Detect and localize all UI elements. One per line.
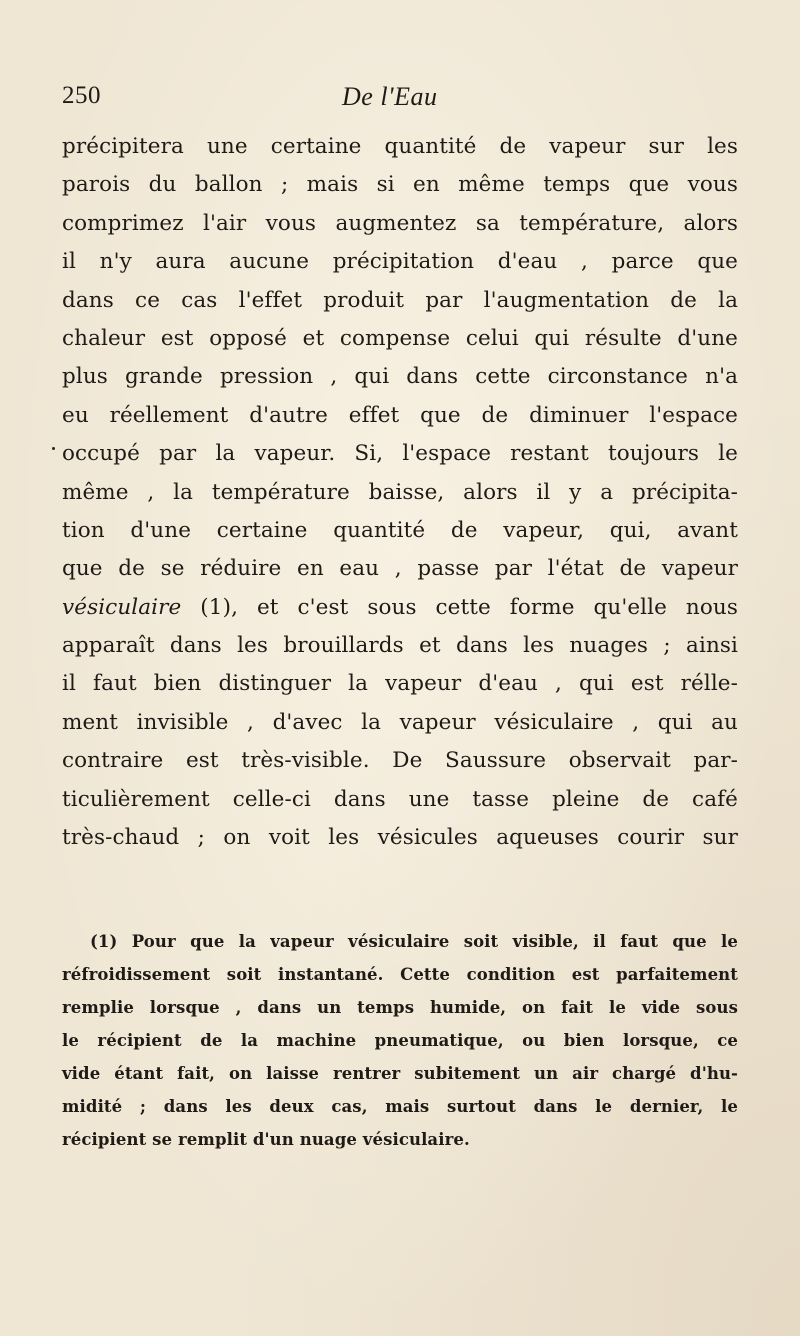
text-line: que de se réduire en eau , passe par l'état de vapeur (62, 556, 738, 582)
text-line: il faut bien distinguer la vapeur d'eau , qui est rélle- (62, 671, 738, 697)
text-line: apparaît dans les brouillards et dans les nuages ; ainsi (62, 633, 738, 659)
body-text (62, 128, 738, 857)
text-line: occupé par la vapeur. Si, l'espace restant toujours le (62, 441, 738, 467)
text-line: tion d'une certaine quantité de vapeur, qui, avant (62, 517, 738, 543)
text-line-with-italic (62, 589, 738, 627)
text-line: précipitera une certaine quantité de vapeur sur les (62, 134, 738, 159)
running-title: De l'Eau (342, 82, 438, 111)
text-line: parois du ballon ; mais si en même temps que vous (62, 172, 738, 198)
footnote (62, 925, 738, 1156)
text-line: même , la température baisse, alors il y a précipita- (62, 479, 738, 505)
text-line: plus grande pression , qui dans cette circonstance n'a (62, 364, 738, 390)
footnote-line: réfroidissement soit instantané. Cette condition est parfaitement (62, 965, 738, 984)
footnote-line: récipient se remplit d'un nuage vésiculaire. (62, 1130, 470, 1149)
text-line: très-chaud ; on voit les vésicules aqueuses courir sur (62, 825, 738, 851)
footnote-line: le récipient de la machine pneumatique, ou bien lorsque, ce (62, 1031, 738, 1050)
text-line: eu réellement d'autre effet que de diminuer l'espace (62, 402, 738, 428)
text-line: contraire est très-visible. De Saussure observait par- (62, 748, 738, 774)
footnote-line: (1) Pour que la vapeur vésiculaire soit visible, il faut que le (90, 932, 738, 951)
text-line: ticulièrement celle-ci dans une tasse pleine de café (62, 786, 738, 812)
text-line: il n'y aura aucune précipitation d'eau , parce que (62, 249, 738, 275)
text-line: chaleur est opposé et compense celui qui résulte d'une (62, 325, 738, 351)
footnote-line: vide étant fait, on laisse rentrer subitement un air chargé d'hu- (62, 1064, 738, 1083)
footnote-line: remplie lorsque , dans un temps humide, on fait le vide sous (62, 998, 738, 1017)
page-number: 250 (62, 82, 101, 109)
italic-term: vésiculaire (62, 594, 182, 620)
text-fragment: (1), et c'est sous cette forme qu'elle nous (181, 594, 738, 620)
running-head (62, 82, 738, 122)
margin-dot (52, 447, 55, 450)
footnote-line: midité ; dans les deux cas, mais surtout dans le dernier, le (62, 1097, 738, 1116)
text-line: ment invisible , d'avec la vapeur vésiculaire , qui au (62, 709, 738, 735)
text-line: comprimez l'air vous augmentez sa température, alors (62, 210, 738, 236)
text-line: dans ce cas l'effet produit par l'augmentation de la (62, 287, 738, 313)
